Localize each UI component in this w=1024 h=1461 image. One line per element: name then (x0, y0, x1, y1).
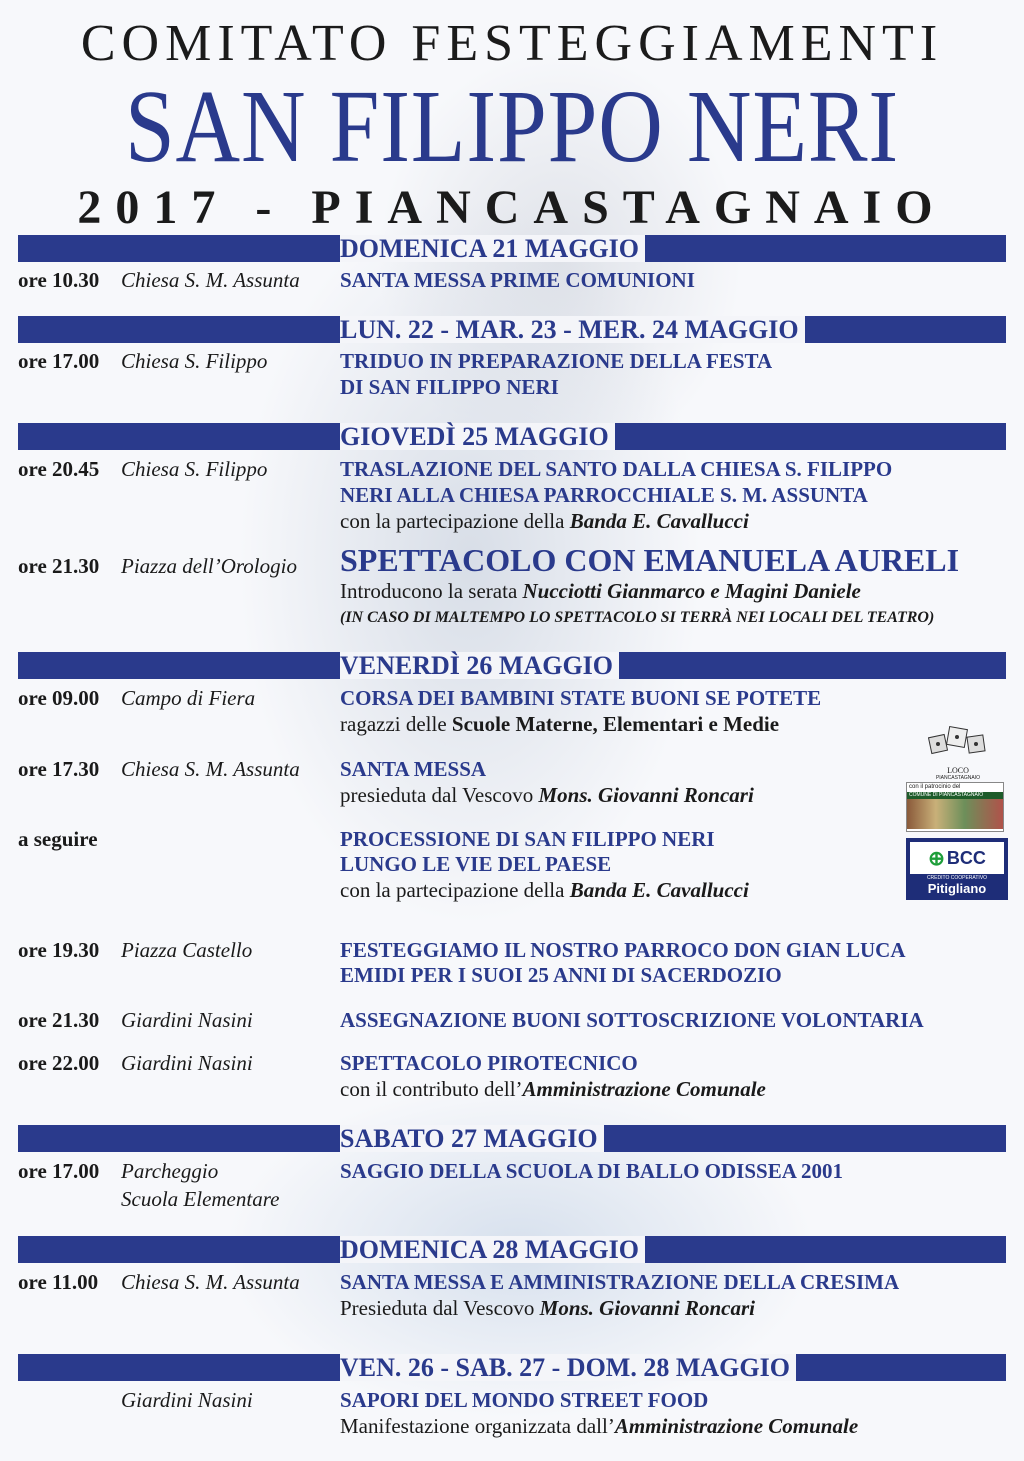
event-title: LUNGO LE VIE DEL PAESE (340, 852, 612, 876)
comune-name: COMUNE DI PIANCASTAGNAIO (907, 792, 1003, 799)
event-title: SANTA MESSA (340, 757, 487, 781)
event-detail: con la partecipazione della Banda E. Cavallucci (340, 878, 749, 902)
event-time: ore 17.30 (18, 757, 100, 781)
day-title: VENERDÌ 26 MAGGIO (340, 652, 619, 679)
event-time: ore 21.30 (18, 554, 100, 578)
event-time: ore 20.45 (18, 457, 100, 481)
event-title: TRASLAZIONE DEL SANTO DALLA CHIESA S. FILIPPO (340, 457, 893, 481)
event-title: FESTEGGIAMO IL NOSTRO PARROCO DON GIAN LUCA (340, 938, 906, 962)
event-detail: con la partecipazione della Banda E. Cavallucci (340, 509, 749, 533)
event-place: Giardini Nasini (121, 1008, 253, 1032)
event-place: Chiesa S. Filippo (121, 349, 268, 373)
event-detail: presieduta dal Vescovo Mons. Giovanni Roncari (340, 783, 754, 807)
comune-caption: con il patrocinio del (907, 783, 1003, 792)
event-title: SPETTACOLO PIROTECNICO (340, 1051, 638, 1075)
event-time: a seguire (18, 827, 98, 851)
event-note: (IN CASO DI MALTEMPO LO SPETTACOLO SI TERRÀ NEI LOCALI DEL TEATRO) (340, 609, 935, 626)
event-time: ore 11.00 (18, 1270, 99, 1294)
event-title: SANTA MESSA PRIME COMUNIONI (340, 268, 695, 292)
event-place: Campo di Fiera (121, 686, 256, 710)
event-place: Chiesa S. M. Assunta (121, 1270, 300, 1294)
event-detail: Introducono la serata Nucciotti Gianmarco e Magini Daniele (340, 579, 861, 603)
event-title: DI SAN FILIPPO NERI (340, 375, 559, 399)
proloco-place: PIANCASTAGNAIO (935, 775, 981, 781)
bcc-place: Pitigliano (927, 881, 987, 896)
event-title: TRIDUO IN PREPARAZIONE DELLA FESTA (340, 349, 773, 373)
comune-logo (906, 782, 1004, 832)
event-title: CORSA DEI BAMBINI STATE BUONI SE POTETE (340, 686, 822, 710)
day-title: DOMENICA 28 MAGGIO (340, 1236, 645, 1263)
day-title: SABATO 27 MAGGIO (340, 1125, 604, 1152)
event-time: ore 21.30 (18, 1008, 100, 1032)
day-title: GIOVEDÌ 25 MAGGIO (340, 423, 615, 450)
event-detail: con il contributo dell’Amministrazione Comunale (340, 1077, 766, 1101)
header-title: SAN FILIPPO NERI (124, 69, 900, 184)
event-detail: Presieduta dal Vescovo Mons. Giovanni Roncari (340, 1296, 755, 1320)
event-place: Parcheggio (121, 1159, 219, 1183)
event-title: ASSEGNAZIONE BUONI SOTTOSCRIZIONE VOLONTARIA (340, 1008, 924, 1032)
event-title: SANTA MESSA E AMMINISTRAZIONE DELLA CRESIMA (340, 1270, 900, 1294)
proloco-name: LOCO (947, 766, 969, 775)
event-title: SAPORI DEL MONDO STREET FOOD (340, 1388, 709, 1412)
comune-photos (907, 799, 1003, 829)
proloco-dice-icon (928, 726, 988, 762)
event-detail: ragazzi delle Scuole Materne, Elementari e Medie (340, 712, 780, 736)
event-title: NERI ALLA CHIESA PARROCCHIALE S. M. ASSUNTA (340, 483, 868, 507)
proloco-logo (928, 726, 988, 781)
header-year-place: 2017 - PIANCASTAGNAIO (77, 181, 947, 234)
bcc-name: BCC (946, 848, 986, 868)
event-title: SAGGIO DELLA SCUOLA DI BALLO ODISSEA 2001 (340, 1159, 843, 1183)
event-place: Giardini Nasini (121, 1051, 253, 1075)
event-place: Chiesa S. M. Assunta (121, 268, 300, 292)
day-title: LUN. 22 - MAR. 23 - MER. 24 MAGGIO (340, 316, 805, 343)
event-place: Chiesa S. Filippo (121, 457, 268, 481)
event-place: Piazza dell’Orologio (121, 554, 297, 578)
day-title: DOMENICA 21 MAGGIO (340, 235, 645, 262)
day-title: VEN. 26 - SAB. 27 - DOM. 28 MAGGIO (340, 1354, 796, 1381)
event-time: ore 10.30 (18, 268, 100, 292)
event-place: Giardini Nasini (121, 1388, 253, 1412)
event-title: PROCESSIONE DI SAN FILIPPO NERI (340, 827, 715, 851)
event-time: ore 09.00 (18, 686, 100, 710)
event-place: Scuola Elementare (121, 1187, 280, 1211)
event-time: ore 17.00 (18, 349, 100, 373)
event-time: ore 22.00 (18, 1051, 100, 1075)
event-title-headline: SPETTACOLO CON EMANUELA AURELI (340, 542, 960, 578)
header-committee: COMITATO FESTEGGIAMENTI (80, 15, 944, 72)
event-detail: Manifestazione organizzata dall’Amministrazione Comunale (340, 1414, 859, 1438)
event-place: Piazza Castello (121, 938, 253, 962)
event-time: ore 19.30 (18, 938, 100, 962)
bcc-cross-icon: ⊕ (928, 847, 945, 870)
event-place: Chiesa S. M. Assunta (121, 757, 300, 781)
bcc-sub: CREDITO COOPERATIVO (926, 875, 988, 881)
bcc-logo (906, 838, 1008, 900)
event-title: EMIDI PER I SUOI 25 ANNI DI SACERDOZIO (340, 963, 782, 987)
event-time: ore 17.00 (18, 1159, 100, 1183)
